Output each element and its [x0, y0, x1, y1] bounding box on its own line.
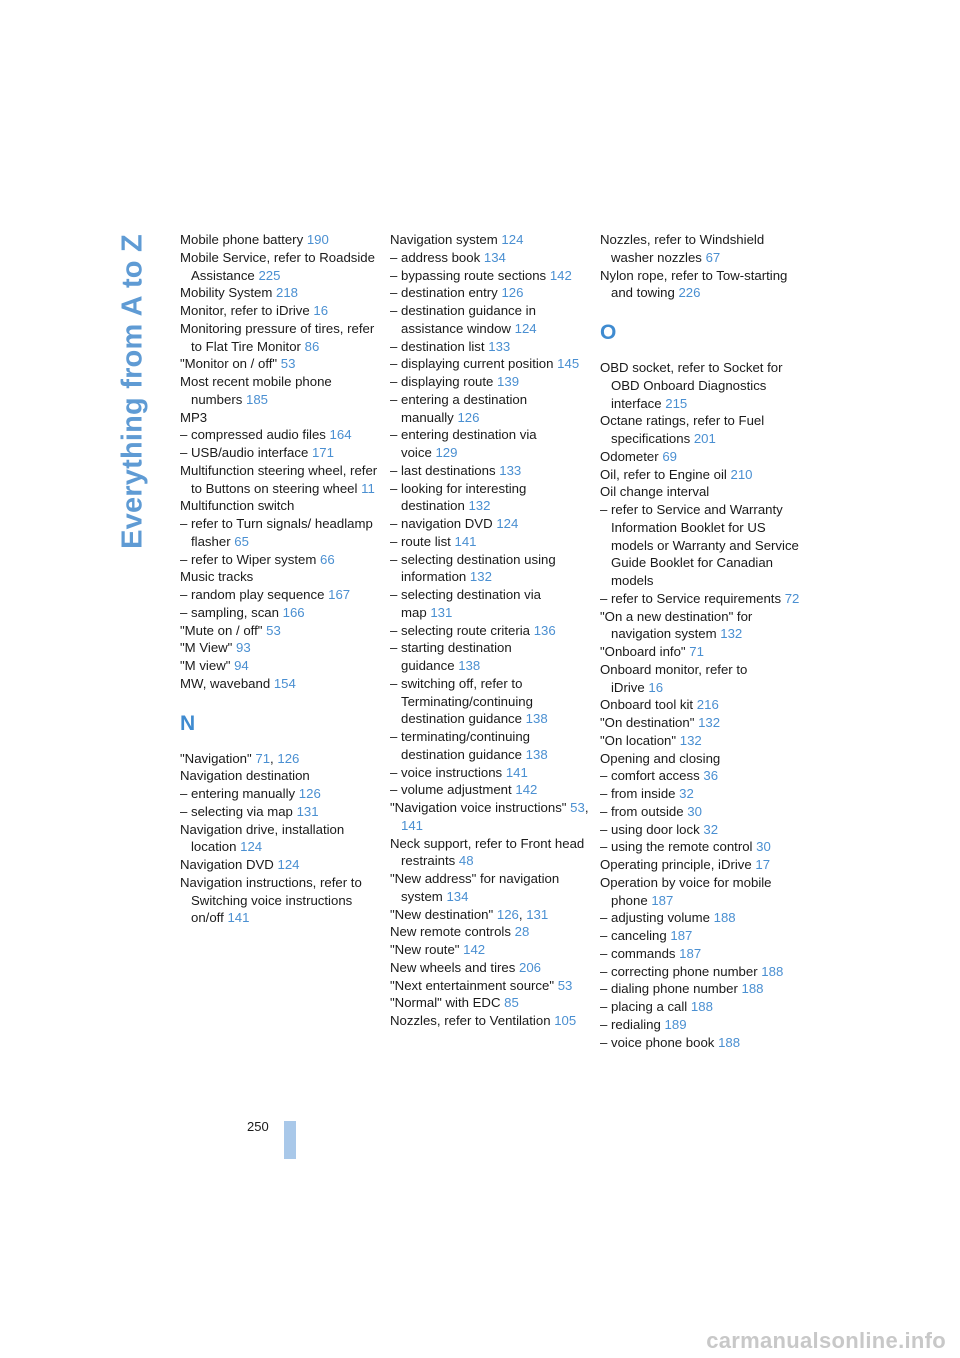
- index-entry: [390, 391, 590, 427]
- index-term: "M view": [180, 658, 231, 673]
- page-link[interactable]: 171: [311, 445, 334, 460]
- index-entry: [180, 426, 380, 444]
- index-term: "New route": [390, 942, 460, 957]
- index-column-1: [180, 231, 380, 927]
- index-term: – refer to Service requirements: [600, 590, 782, 606]
- index-term: – selecting route criteria: [390, 622, 531, 638]
- index-entry: [180, 551, 380, 569]
- index-term: – redialing: [600, 1016, 661, 1032]
- page-link[interactable]: 218: [276, 285, 299, 301]
- index-term: Neck support, refer to Front head restraints: [390, 835, 585, 869]
- index-term: Monitoring pressure of tires, refer to Flat Tire Monitor: [180, 320, 375, 354]
- index-term: Operating principle, iDrive: [600, 857, 752, 872]
- index-entry: [390, 373, 590, 391]
- page-link[interactable]: 126: [298, 786, 321, 801]
- page-link[interactable]: 126: [277, 750, 300, 766]
- index-entry: [390, 426, 590, 462]
- index-term: – entering manually: [180, 786, 296, 801]
- page-link[interactable]: 48: [458, 853, 474, 869]
- index-entry: "New destination" 126, 131: [390, 906, 549, 922]
- index-entry: [390, 480, 590, 516]
- index-entry: [390, 941, 590, 959]
- index-entry: "Navigation voice instructions" 53, 141: [390, 800, 589, 833]
- index-term: MP3: [180, 409, 208, 425]
- index-term: – route list: [390, 533, 451, 549]
- page-marker-bar: [284, 1121, 296, 1159]
- index-term: "Monitor on / off": [180, 356, 278, 372]
- index-entry: [180, 373, 380, 409]
- index-entry: [180, 639, 380, 657]
- index-term: – canceling: [600, 928, 667, 943]
- page-link[interactable]: 226: [678, 285, 701, 301]
- index-term: – using the remote control: [600, 839, 753, 855]
- index-entry: [180, 874, 380, 927]
- index-entry: [180, 785, 380, 803]
- index-entry: [180, 320, 380, 356]
- index-term: Mobile Service, refer to Roadside Assistance: [180, 249, 375, 283]
- index-term: – comfort access: [600, 768, 700, 784]
- index-term: – refer to Wiper system: [180, 551, 317, 567]
- index-term: "New address" for navigation system: [390, 871, 560, 904]
- page-link[interactable]: 188: [718, 1034, 741, 1050]
- page-link[interactable]: 124: [240, 839, 263, 855]
- index-term: Mobile phone battery: [180, 232, 304, 247]
- index-term: Nylon rope, refer to Tow-starting and towing: [600, 267, 788, 301]
- index-entry: [600, 483, 800, 501]
- index-entry: [600, 732, 800, 750]
- index-term: "New destination": [390, 906, 494, 922]
- index-entry: [390, 622, 590, 640]
- index-term: – destination entry: [390, 285, 498, 301]
- index-term: – from inside: [600, 786, 676, 801]
- page-link[interactable]: 71: [689, 644, 704, 659]
- index-term: Oil change interval: [600, 484, 710, 500]
- index-term: Opening and closing: [600, 750, 721, 766]
- page-link[interactable]: 86: [304, 338, 320, 354]
- index-entry: [390, 764, 590, 782]
- index-entry: [390, 977, 590, 995]
- index-term: "Navigation voice instructions": [390, 800, 567, 815]
- index-entry: [390, 994, 590, 1012]
- index-entry: [390, 462, 590, 480]
- index-term: "Navigation": [180, 750, 252, 766]
- page-link[interactable]: 141: [227, 910, 250, 926]
- index-entry: [180, 604, 380, 622]
- index-entry: [390, 231, 590, 249]
- index-entry: [600, 359, 800, 412]
- index-entry: [600, 448, 800, 466]
- index-entry: [600, 714, 800, 732]
- page-link[interactable]: 189: [664, 1016, 687, 1032]
- page-link[interactable]: 65: [234, 533, 249, 549]
- index-term: – selecting destination via map: [390, 587, 542, 620]
- page-link[interactable]: 129: [435, 445, 458, 460]
- index-entry: [180, 355, 380, 373]
- index-term: – entering destination via voice: [390, 427, 537, 460]
- index-term: – voice phone book: [600, 1034, 715, 1050]
- index-term: New wheels and tires: [390, 959, 516, 975]
- index-entry: [390, 533, 590, 551]
- index-term: – selecting via map: [180, 803, 293, 819]
- index-term: – correcting phone number: [600, 963, 758, 979]
- page-link[interactable]: 133: [499, 462, 522, 478]
- index-term: Multifunction steering wheel, refer to Buttons on steering wheel: [180, 462, 378, 496]
- page-link[interactable]: 131: [526, 906, 549, 922]
- index-entry: [180, 444, 380, 462]
- index-term: – commands: [600, 945, 676, 961]
- index-term: – navigation DVD: [390, 516, 493, 531]
- page-link[interactable]: 66: [319, 551, 335, 567]
- index-entry: [390, 302, 590, 338]
- index-entry: [390, 870, 590, 906]
- index-term: "Normal" with EDC: [390, 995, 501, 1011]
- index-entry: [600, 643, 800, 661]
- index-entry: [390, 728, 590, 764]
- index-entry: [390, 675, 590, 728]
- index-entry: [600, 696, 800, 714]
- index-entry: [600, 590, 800, 608]
- index-entry: [180, 657, 380, 675]
- page-link[interactable]: 69: [662, 448, 677, 464]
- page-link[interactable]: 138: [525, 711, 548, 727]
- index-term: Navigation destination: [180, 768, 310, 784]
- page-link[interactable]: 32: [679, 786, 694, 801]
- index-entry: [600, 231, 800, 267]
- index-entry: [180, 231, 380, 249]
- index-term: – destination list: [390, 338, 485, 354]
- index-term: – refer to Service and Warranty Information Booklet for US models or Warranty and Service Guide Booklet for Canadian models: [600, 502, 799, 588]
- index-term: "Mute on / off": [180, 622, 263, 638]
- index-entry: [600, 998, 800, 1016]
- index-term: Navigation DVD: [180, 857, 274, 872]
- page-link[interactable]: 126: [457, 409, 480, 425]
- page-link[interactable]: 188: [741, 981, 764, 997]
- page-link[interactable]: 124: [514, 320, 537, 336]
- page-link[interactable]: 131: [430, 604, 453, 620]
- index-term: – volume adjustment: [390, 782, 512, 798]
- index-term: – entering a destination manually: [390, 391, 528, 425]
- index-term: – terminating/continuing destination guidance: [390, 729, 531, 762]
- page-link[interactable]: 210: [730, 466, 753, 482]
- index-entry: [600, 945, 800, 963]
- index-entry: [600, 608, 800, 644]
- section-letter: N: [180, 711, 196, 735]
- page-link[interactable]: 30: [756, 839, 771, 855]
- page-link[interactable]: 53: [280, 356, 296, 372]
- index-entry: [180, 586, 380, 604]
- index-entry: [600, 803, 800, 821]
- page-link[interactable]: 85: [504, 995, 519, 1011]
- index-term: – using door lock: [600, 821, 700, 837]
- index-term: – placing a call: [600, 999, 688, 1014]
- index-term: Navigation system: [390, 232, 498, 247]
- page-link[interactable]: 67: [705, 249, 721, 265]
- index-entry: [390, 781, 590, 799]
- page-link[interactable]: 53: [570, 800, 585, 815]
- index-entry: [180, 622, 380, 640]
- page-link[interactable]: 124: [277, 857, 300, 872]
- index-term: – looking for interesting destination: [390, 480, 527, 514]
- page-link[interactable]: 124: [501, 232, 524, 247]
- page-link[interactable]: 138: [525, 746, 548, 762]
- index-term: Nozzles, refer to Windshield washer nozzles: [600, 232, 765, 265]
- index-term: – dialing phone number: [600, 981, 738, 997]
- index-term: – voice instructions: [390, 764, 503, 780]
- index-entry: [600, 927, 800, 945]
- index-entry: [390, 515, 590, 533]
- index-term: Navigation drive, installation location: [180, 821, 345, 855]
- index-entry: [600, 856, 800, 874]
- page-link[interactable]: 138: [458, 658, 481, 673]
- index-term: – destination guidance in assistance window: [390, 303, 536, 336]
- index-entry: [390, 338, 590, 356]
- page-link[interactable]: 72: [784, 590, 800, 606]
- index-term: MW, waveband: [180, 675, 271, 691]
- index-entry: [390, 1012, 590, 1030]
- page-link[interactable]: 17: [755, 857, 771, 872]
- index-entry: [600, 1034, 800, 1052]
- index-term: – adjusting volume: [600, 910, 710, 926]
- page-link[interactable]: 187: [670, 928, 693, 943]
- page-link[interactable]: 225: [258, 267, 281, 283]
- page-link[interactable]: 93: [236, 640, 251, 656]
- page-link[interactable]: 36: [703, 768, 719, 784]
- index-entry: [180, 568, 380, 586]
- index-entry: "Navigation" 71, 126: [180, 750, 300, 766]
- index-term: "Onboard info": [600, 644, 686, 659]
- page-link[interactable]: 133: [488, 338, 511, 354]
- index-entry: [180, 249, 380, 285]
- section-title-vertical: [118, 230, 148, 550]
- index-term: – address book: [390, 249, 481, 265]
- page-link[interactable]: 132: [469, 569, 492, 585]
- index-term: "On destination": [600, 715, 695, 730]
- index-term: – bypassing route sections: [390, 267, 547, 283]
- page-link[interactable]: 187: [651, 892, 674, 908]
- index-entry: [600, 501, 800, 590]
- index-entry: [180, 821, 380, 857]
- index-term: Onboard tool kit: [600, 697, 694, 713]
- page-link[interactable]: 132: [679, 732, 702, 748]
- index-term: – displaying route: [390, 374, 494, 389]
- index-entry: [390, 284, 590, 302]
- index-entry: [180, 497, 380, 515]
- index-entry: [180, 767, 380, 785]
- index-entry: [390, 639, 590, 675]
- index-term: Navigation instructions, refer to Switching voice instructions on/off: [180, 874, 362, 926]
- index-term: "Next entertainment source": [390, 977, 555, 993]
- page-link[interactable]: 188: [713, 910, 736, 926]
- page-link[interactable]: 132: [698, 715, 721, 730]
- index-entry: [180, 856, 380, 874]
- index-term: – compressed audio files: [180, 427, 326, 443]
- page-link[interactable]: 145: [557, 356, 580, 372]
- page-link[interactable]: 32: [703, 821, 719, 837]
- page-link[interactable]: 53: [557, 977, 573, 993]
- page-link[interactable]: 16: [313, 303, 329, 318]
- page-link[interactable]: 190: [306, 232, 329, 247]
- index-entry: [390, 355, 590, 373]
- page-link[interactable]: 154: [273, 675, 296, 691]
- page-link[interactable]: 167: [328, 587, 351, 602]
- page-link[interactable]: 53: [266, 622, 281, 638]
- index-term: – last destinations: [390, 462, 496, 478]
- section-letter: O: [600, 321, 617, 344]
- index-entry: [600, 980, 800, 998]
- page-link[interactable]: 11: [361, 480, 375, 496]
- index-term: – switching off, refer to Terminating/continuing destination guidance: [390, 675, 533, 727]
- section-title: Everything from A to Z: [116, 234, 149, 549]
- page-link[interactable]: 136: [533, 622, 556, 638]
- page-link[interactable]: 164: [329, 427, 352, 443]
- index-entry: [600, 963, 800, 981]
- page-link[interactable]: 124: [496, 516, 519, 531]
- index-entry: [600, 1016, 800, 1034]
- index-entry: [390, 586, 590, 622]
- index-term: Most recent mobile phone numbers: [180, 374, 332, 407]
- index-column-2: [390, 231, 590, 1030]
- page-link[interactable]: 141: [454, 533, 477, 549]
- index-term: New remote controls: [390, 924, 511, 940]
- page-link[interactable]: 126: [501, 285, 524, 301]
- page-link[interactable]: 16: [648, 679, 664, 695]
- index-term: Music tracks: [180, 569, 254, 585]
- index-entry: [600, 412, 800, 448]
- index-term: Operation by voice for mobile phone: [600, 874, 772, 908]
- index-term: – selecting destination using information: [390, 551, 556, 585]
- page-link[interactable]: 132: [468, 498, 491, 514]
- index-entry: [600, 909, 800, 927]
- index-entry: [600, 821, 800, 839]
- page-link[interactable]: 105: [554, 1013, 577, 1028]
- index-entry: [390, 923, 590, 941]
- page-link[interactable]: 206: [519, 959, 542, 975]
- index-term: Multifunction switch: [180, 498, 295, 514]
- page-link[interactable]: 28: [514, 924, 530, 940]
- index-entry: [600, 767, 800, 785]
- index-term: "On a new destination" for navigation system: [600, 608, 753, 642]
- index-entry: [600, 466, 800, 484]
- page-link[interactable]: 216: [696, 697, 719, 713]
- index-term: – sampling, scan: [180, 604, 279, 620]
- page-link[interactable]: 134: [483, 249, 506, 265]
- index-term: – displaying current position: [390, 356, 554, 372]
- index-term: – refer to Turn signals/ headlamp flasher: [180, 516, 373, 549]
- index-term: – from outside: [600, 803, 684, 819]
- index-term: "M View": [180, 640, 233, 656]
- index-term: Nozzles, refer to Ventilation: [390, 1013, 551, 1028]
- index-term: Mobility System: [180, 285, 273, 301]
- index-term: Octane ratings, refer to Fuel specifications: [600, 413, 765, 446]
- index-term: – USB/audio interface: [180, 445, 309, 460]
- index-entry: [600, 750, 800, 768]
- page-link[interactable]: 215: [665, 395, 688, 411]
- page-link[interactable]: 142: [515, 782, 538, 798]
- index-term: – random play sequence: [180, 587, 325, 602]
- page-link[interactable]: 141: [505, 764, 528, 780]
- index-term: Monitor, refer to iDrive: [180, 303, 310, 318]
- index-entry: [600, 874, 800, 910]
- index-entry: [180, 409, 380, 427]
- page-link[interactable]: 94: [234, 658, 249, 673]
- page-link[interactable]: 142: [463, 942, 486, 957]
- index-term: – starting destination guidance: [390, 640, 512, 673]
- index-entry: [390, 267, 590, 285]
- page-link[interactable]: 134: [446, 888, 469, 904]
- index-entry: [390, 249, 590, 267]
- page-link[interactable]: 132: [720, 626, 743, 642]
- index-term: Onboard monitor, refer to iDrive: [600, 661, 748, 695]
- index-entry: [180, 675, 380, 693]
- index-entry: [600, 785, 800, 803]
- index-entry: [180, 803, 380, 821]
- index-entry: [390, 835, 590, 871]
- page-link[interactable]: 126: [496, 906, 519, 922]
- index-entry: [600, 838, 800, 856]
- index-column-3: [600, 231, 800, 1051]
- page-link[interactable]: 201: [693, 431, 716, 446]
- page-link[interactable]: 185: [245, 391, 268, 407]
- index-term: "On location": [600, 732, 677, 748]
- page-link[interactable]: 188: [690, 999, 713, 1014]
- index-entry: [180, 515, 380, 551]
- page-link[interactable]: 71: [255, 750, 271, 766]
- index-term: Oil, refer to Engine oil: [600, 466, 727, 482]
- index-entry: [390, 959, 590, 977]
- page-link[interactable]: 141: [401, 817, 424, 833]
- page-number: 250: [247, 1119, 269, 1134]
- page-link[interactable]: 187: [679, 945, 702, 961]
- page-link[interactable]: 166: [282, 604, 305, 620]
- index-entry: [180, 462, 380, 498]
- index-entry: [600, 267, 800, 303]
- page-link[interactable]: 139: [497, 374, 520, 389]
- index-term: Odometer: [600, 448, 659, 464]
- index-entry: [600, 661, 800, 697]
- watermark: carmanualsonline.info: [706, 1328, 946, 1353]
- page-link[interactable]: 188: [761, 963, 784, 979]
- index-entry: [390, 551, 590, 587]
- index-entry: [180, 284, 380, 302]
- page-link[interactable]: 142: [549, 267, 572, 283]
- index-term: OBD socket, refer to Socket for OBD Onboard Diagnostics interface: [600, 360, 783, 411]
- index-entry: [180, 302, 380, 320]
- page-link[interactable]: 30: [687, 803, 702, 819]
- page-link[interactable]: 131: [296, 803, 319, 819]
